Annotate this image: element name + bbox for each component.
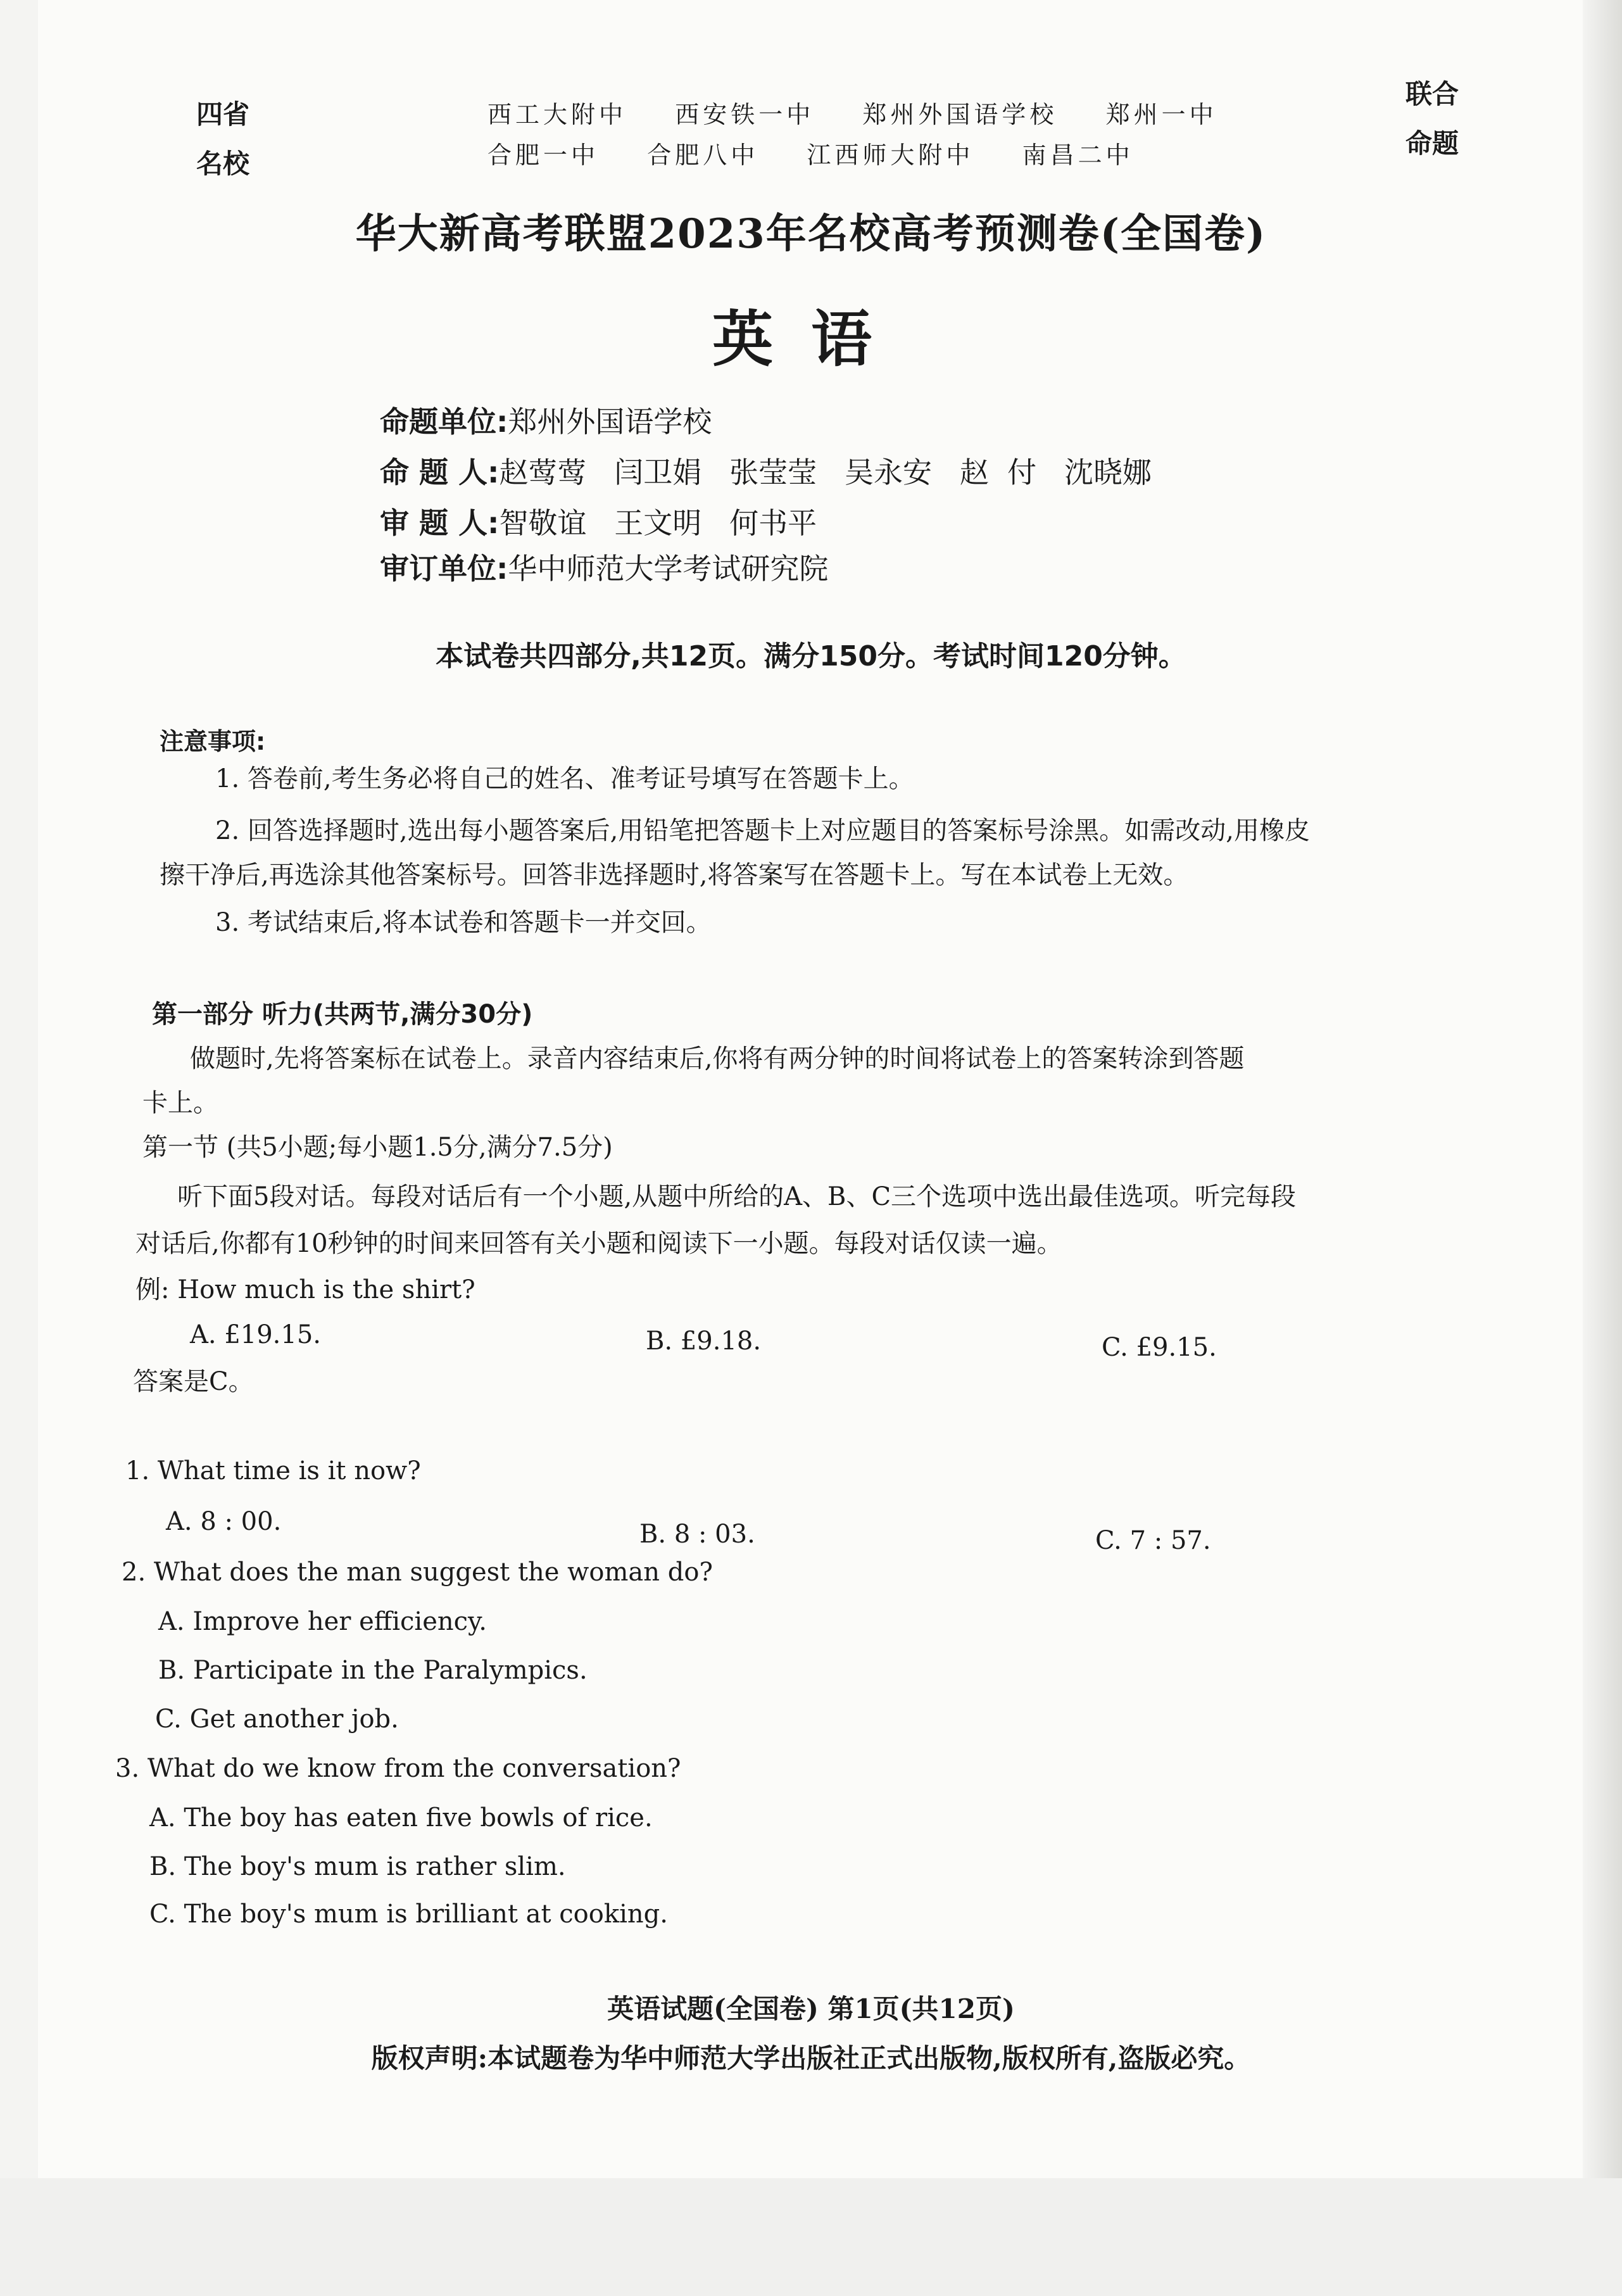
header-left-top: 四省 <box>196 99 250 130</box>
question-2-option-b: B. Participate in the Paralympics. <box>158 1656 588 1685</box>
section1-heading: 第一节 (共5小题;每小题1.5分,满分7.5分) <box>142 1133 613 1162</box>
part1-heading: 第一部分 听力(共两节,满分30分) <box>152 1000 533 1029</box>
school-name: 郑州一中 <box>1105 101 1217 129</box>
example-option-a: A. £19.15. <box>190 1320 321 1349</box>
school-name: 合肥一中 <box>487 141 600 169</box>
notes-title: 注意事项: <box>160 728 266 755</box>
credit-value: 华中师范大学考试研究院 <box>508 552 829 586</box>
section1-instruction-line-1: 听下面5段对话。每段对话后有一个小题,从题中所给的A、B、C三个选项中选出最佳选项。听完每段 <box>177 1182 1297 1211</box>
question-3-option-b: B. The boy's mum is rather slim. <box>149 1852 566 1881</box>
question-2: 2. What does the man suggest the woman do? <box>122 1558 713 1587</box>
credit-label: 命题单位: <box>380 405 508 439</box>
example-option-c: C. £9.15. <box>1102 1333 1217 1362</box>
credit-value: 赵莺莺 闫卫娟 张莹莹 吴永安 赵 付 沈晓娜 <box>499 455 1152 489</box>
credit-label: 命 题 人: <box>380 455 500 489</box>
credit-value: 郑州外国语学校 <box>508 405 712 439</box>
credit-unit <box>380 399 712 441</box>
school-name: 南昌二中 <box>1022 141 1134 169</box>
question-3-option-c: C. The boy's mum is brilliant at cooking. <box>149 1900 668 1929</box>
schools-row-1 <box>487 95 1217 130</box>
credit-label: 审订单位: <box>380 552 508 586</box>
question-1: 1. What time is it now? <box>125 1456 421 1485</box>
subject-title: 英语 <box>712 303 910 375</box>
page-title: 华大新高考联盟2023年名校高考预测卷(全国卷) <box>355 210 1267 258</box>
part1-instruction-line-2: 卡上。 <box>142 1088 218 1118</box>
notes-item-1: 1. 答卷前,考生务必将自己的姓名、准考证号填写在答题卡上。 <box>215 764 914 793</box>
credit-label: 审 题 人: <box>380 506 500 540</box>
header-right-top: 联合 <box>1405 79 1459 110</box>
notes-item-3: 3. 考试结束后,将本试卷和答题卡一并交回。 <box>215 908 712 937</box>
credit-reviewers <box>380 500 817 542</box>
part1-instruction-line-1: 做题时,先将答案标在试卷上。录音内容结束后,你将有两分钟的时间将试卷上的答案转涂到答题 <box>190 1044 1245 1073</box>
school-name: 合肥八中 <box>647 141 759 169</box>
example-option-b: B. £9.18. <box>646 1327 762 1356</box>
school-name: 西安铁一中 <box>675 101 815 129</box>
notes-item-2-line-2: 擦干净后,再选涂其他答案标号。回答非选择题时,将答案写在答题卡上。写在本试卷上无效。 <box>160 861 1189 890</box>
schools-row-2 <box>487 136 1134 170</box>
header-left-label <box>196 90 249 189</box>
question-2-option-c: C. Get another job. <box>155 1705 399 1734</box>
credit-authors <box>380 450 1152 491</box>
header-right-bottom: 命题 <box>1405 128 1459 159</box>
page-bottom-margin <box>0 2178 1622 2296</box>
notes-item-2-line-1: 2. 回答选择题时,选出每小题答案后,用铅笔把答题卡上对应题目的答案标号涂黑。如需改动,用橡皮 <box>215 816 1311 845</box>
credit-institute <box>380 546 828 588</box>
exam-info: 本试卷共四部分,共12页。满分150分。考试时间120分钟。 <box>436 640 1186 672</box>
credit-value: 智敬谊 王文明 何书平 <box>499 506 817 540</box>
school-name: 西工大附中 <box>487 101 627 129</box>
header-right-label <box>1405 70 1459 168</box>
question-1-option-c: C. 7 : 57. <box>1095 1526 1211 1555</box>
question-3: 3. What do we know from the conversation? <box>115 1754 681 1783</box>
school-name: 江西师大附中 <box>807 141 974 169</box>
example-answer: 答案是C。 <box>133 1367 254 1396</box>
section1-instruction-line-2: 对话后,你都有10秒钟的时间来回答有关小题和阅读下一小题。每段对话仅读一遍。 <box>135 1229 1062 1258</box>
page-footer: 英语试题(全国卷) 第1页(共12页) <box>607 1993 1015 2024</box>
question-3-option-a: A. The boy has eaten five bowls of rice. <box>149 1803 653 1832</box>
school-name: 郑州外国语学校 <box>862 101 1058 129</box>
copyright-notice: 版权声明:本试题卷为华中师范大学出版社正式出版物,版权所有,盗版必究。 <box>371 2043 1251 2074</box>
header-left-bottom: 名校 <box>196 148 250 179</box>
question-1-option-a: A. 8 : 00. <box>166 1507 282 1536</box>
example-question: 例: How much is the shirt? <box>135 1275 475 1304</box>
question-2-option-a: A. Improve her efficiency. <box>158 1607 487 1636</box>
question-1-option-b: B. 8 : 03. <box>639 1520 755 1549</box>
